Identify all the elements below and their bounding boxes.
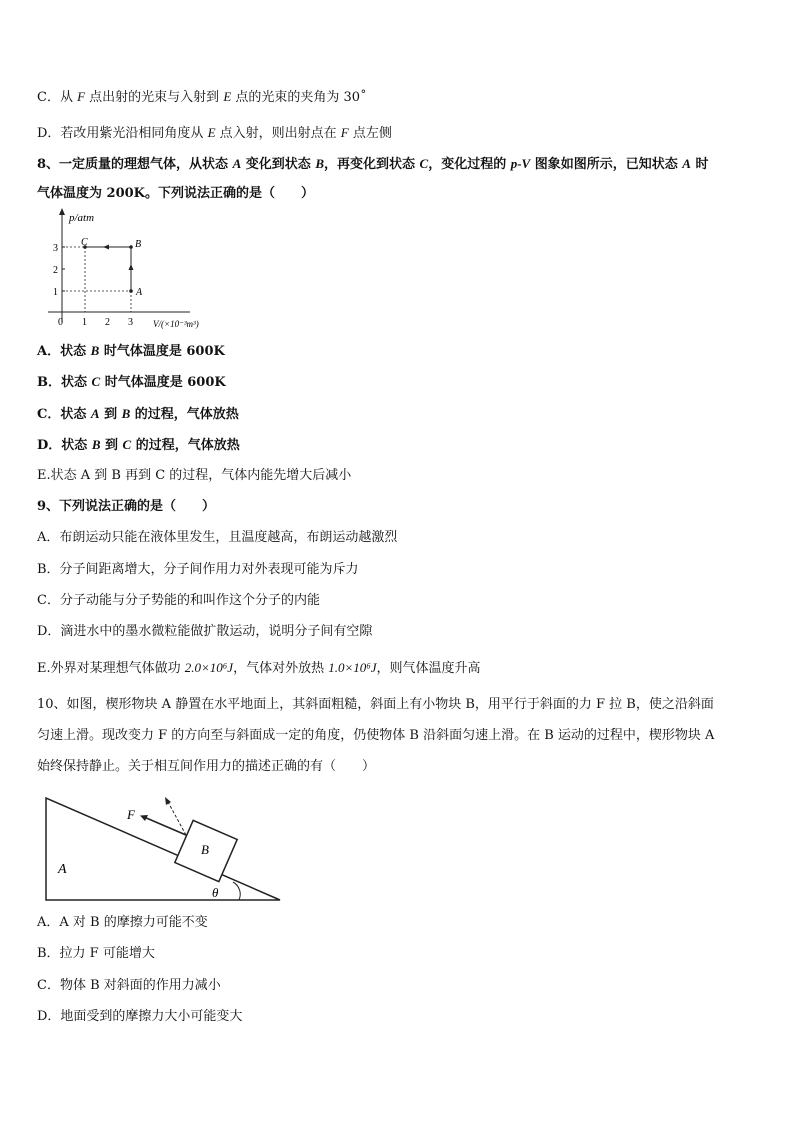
q8-option-e: E.状态 A 到 B 再到 C 的过程，气体内能先增大后减小: [37, 468, 352, 483]
y-tick-3: 3: [53, 243, 58, 254]
q10-stem-line2: 匀速上滑。现改变力 F 的方向至与斜面成一定的角度，仍使物体 B 沿斜面匀速上滑。在 B 运动的过程中，楔形物块 A: [37, 728, 715, 743]
point-b-label: B: [135, 239, 142, 250]
q10-option-a: A．A 对 B 的摩擦力可能不变: [37, 915, 208, 930]
q9-stem: 9、下列说法正确的是（ ）: [37, 499, 216, 514]
force-f-arrow: [144, 817, 186, 835]
point-c-label: C: [81, 237, 88, 248]
arrow-left-icon: [103, 245, 109, 250]
x-tick-2: 2: [105, 317, 110, 328]
q8-stem-line2: 气体温度为 200K。下列说法正确的是（ ）: [37, 186, 314, 201]
point-b: [129, 245, 133, 249]
q9-option-c: C．分子动能与分子势能的和叫作这个分子的内能: [37, 593, 320, 608]
force-f-label: F: [127, 807, 135, 822]
q10-option-c: C．物体 B 对斜面的作用力减小: [37, 978, 221, 993]
q10-stem-line1: 10、如图，楔形物块 A 静置在水平地面上，其斜面粗糙，斜面上有小物块 B，用平行于斜面的力 F 拉 B，使之沿斜面: [37, 697, 714, 712]
wedge-a-label: A: [58, 862, 67, 877]
q7-option-c: C．从 F 点出射的光束与入射到 E 点的光束的夹角为 30˚: [37, 89, 367, 105]
pv-graph: [40, 206, 230, 332]
y-axis-arrow: [59, 208, 65, 215]
y-tick-1: 1: [53, 287, 58, 298]
dashed-arrow-head-icon: [165, 797, 171, 805]
q8-option-b: B．状态 C 时气体温度是 600K: [37, 374, 226, 390]
q8-option-a: A．状态 B 时气体温度是 600K: [37, 343, 225, 359]
wedge-a: [46, 798, 280, 900]
block-b-label: B: [201, 842, 209, 857]
changed-force-dashed: [168, 802, 186, 835]
arrow-up-icon: [129, 264, 134, 270]
y-tick-2: 2: [53, 265, 58, 276]
q8-option-d: D．状态 B 到 C 的过程，气体放热: [37, 437, 240, 453]
y-axis-label: p/atm: [69, 212, 95, 224]
x-tick-3: 3: [128, 317, 133, 328]
q9-option-d: D．滴进水中的墨水微粒能做扩散运动，说明分子间有空隙: [37, 624, 373, 639]
point-a-label: A: [136, 287, 143, 298]
angle-arc: [233, 882, 240, 900]
q8-option-c: C．状态 A 到 B 的过程，气体放热: [37, 406, 239, 422]
x-axis-label: V/(×10⁻³m³): [153, 319, 199, 329]
q7-option-d: D．若改用紫光沿相同角度从 E 点入射，则出射点在 F 点左侧: [37, 125, 392, 141]
x-tick-1: 1: [82, 317, 87, 328]
q9-option-e: E.外界对某理想气体做功 2.0×10⁶J，气体对外放热 1.0×10⁶J，则气体温度升高: [37, 660, 481, 676]
point-a: [129, 289, 133, 293]
x-tick-0: 0: [58, 317, 63, 328]
q8-stem-line1: 8、一定质量的理想气体，从状态 A 变化到状态 B，再变化到状态 C，变化过程的 p-V 图象如图所示，已知状态 A 时: [37, 156, 709, 172]
q10-option-b: B．拉力 F 可能增大: [37, 946, 155, 961]
q10-stem-line3: 始终保持静止。关于相互间作用力的描述正确的有（ ）: [37, 759, 376, 774]
q9-option-a: A．布朗运动只能在液体里发生，且温度越高，布朗运动越激烈: [37, 530, 398, 545]
q10-option-d: D．地面受到的摩擦力大小可能变大: [37, 1009, 243, 1024]
wedge-figure: [40, 788, 290, 906]
theta-label: θ: [212, 885, 219, 900]
q9-option-b: B．分子间距离增大，分子间作用力对外表现可能为斥力: [37, 562, 359, 577]
